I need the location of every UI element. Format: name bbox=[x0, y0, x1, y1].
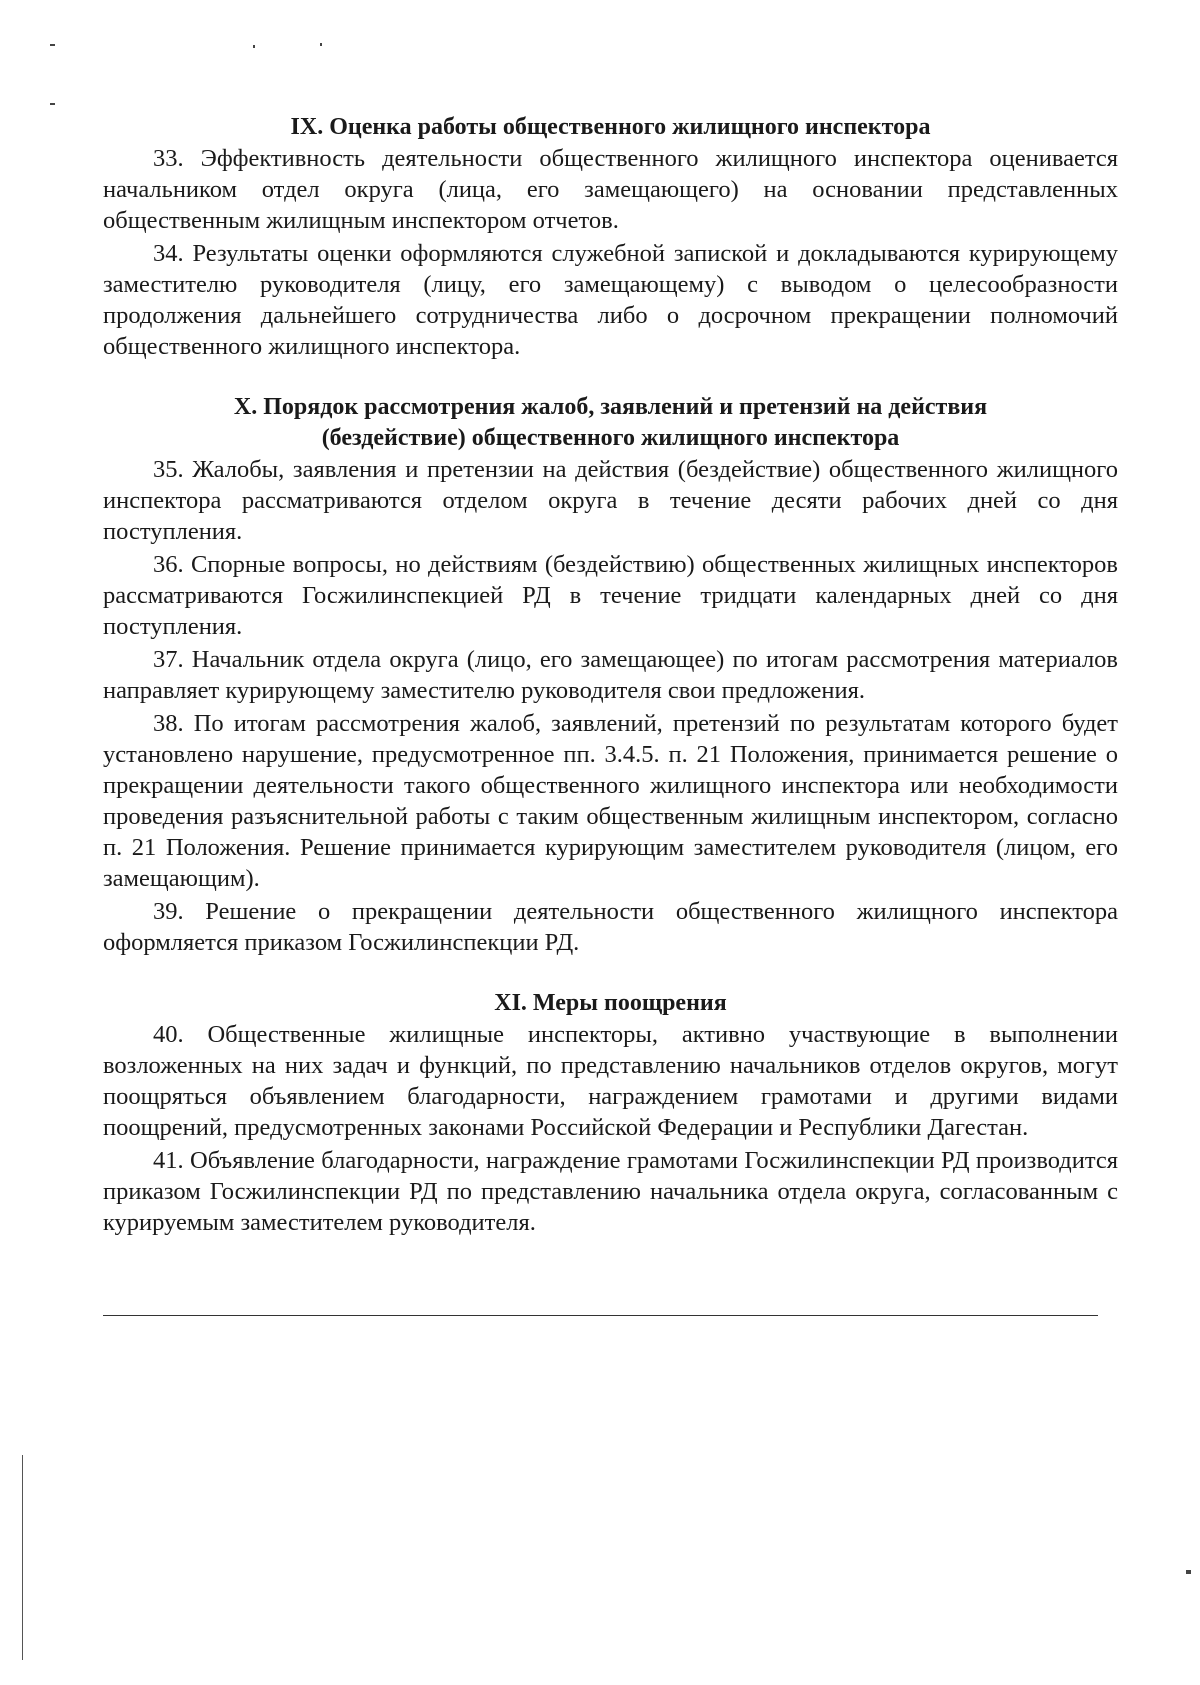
scan-speck bbox=[50, 44, 55, 46]
section-heading: IX. Оценка работы общественного жилищного инспектора bbox=[290, 114, 931, 140]
paragraph-35: 35. Жалобы, заявления и претензии на действия (бездействие) общественного жилищного инспектора рассматриваются отделом округа в течение десяти рабочих дней со дня поступления. bbox=[103, 456, 1118, 545]
paragraph-33: 33. Эффективность деятельности общественного жилищного инспектора оценивается начальником отдел округа (лица, его замещающего) на основании представленных общественным жилищным инспектором отчетов. bbox=[103, 145, 1118, 234]
paragraph-40: 40. Общественные жилищные инспекторы, активно участвующие в выполнении возложенных на них задач и функций, по представлению начальников отделов округов, могут поощряться объявлением благодарности, награждением грамотами и другими видами поощрений, предусмотренных законами Российской Федерации и Республики Дагестан. bbox=[103, 1021, 1118, 1141]
end-rule-divider bbox=[103, 1315, 1098, 1316]
section-x bbox=[103, 392, 1118, 958]
section-heading: XI. Меры поощрения bbox=[494, 990, 727, 1016]
document-page bbox=[103, 112, 1118, 1240]
paragraph-36: 36. Спорные вопросы, но действиям (бездействию) общественных жилищных инспекторов рассматриваются Госжилинспекцией РД в течение тридцати календарных дней со дня поступления. bbox=[103, 551, 1118, 640]
section-xi bbox=[103, 988, 1118, 1238]
section-heading-line-2: (бездействие) общественного жилищного инспектора bbox=[321, 425, 900, 451]
scan-speck bbox=[1186, 1570, 1191, 1574]
section-ix bbox=[103, 112, 1118, 362]
paragraph-41: 41. Объявление благодарности, награждение грамотами Госжилинспекции РД производится приказом Госжилинспекции РД по представлению начальника отдела округа, согласованным с курируемым заместителем руководителя. bbox=[103, 1147, 1118, 1236]
scan-speck bbox=[50, 103, 55, 105]
paragraph-37: 37. Начальник отдела округа (лицо, его замещающее) по итогам рассмотрения материалов направляет курирующему заместителю руководителя свои предложения. bbox=[103, 646, 1118, 704]
paragraph-34: 34. Результаты оценки оформляются служебной запиской и докладываются курирующему заместителю руководителя (лицу, его замещающему) с выводом о целесообразности продолжения дальнейшего сотрудничества либо о досрочном прекращении полномочий общественного жилищного инспектора. bbox=[103, 240, 1118, 360]
section-heading-line-1: X. Порядок рассмотрения жалоб, заявлений и претензий на действия bbox=[233, 394, 988, 420]
paragraph-39: 39. Решение о прекращении деятельности общественного жилищного инспектора оформляется приказом Госжилинспекции РД. bbox=[103, 898, 1118, 956]
paragraph-38: 38. По итогам рассмотрения жалоб, заявлений, претензий по результатам которого будет установлено нарушение, предусмотренное пп. 3.4.5. п. 21 Положения, принимается решение о прекращении деятельности такого общественного жилищного инспектора или необходимости проведения разъяснительной работы с таким общественным жилищным инспектором, согласно п. 21 Положения. Решение принимается курирующим заместителем руководителя (лицом, его замещающим). bbox=[103, 710, 1118, 892]
scan-speck bbox=[320, 43, 322, 46]
scan-edge-line bbox=[22, 1455, 23, 1660]
scan-speck bbox=[253, 45, 255, 48]
